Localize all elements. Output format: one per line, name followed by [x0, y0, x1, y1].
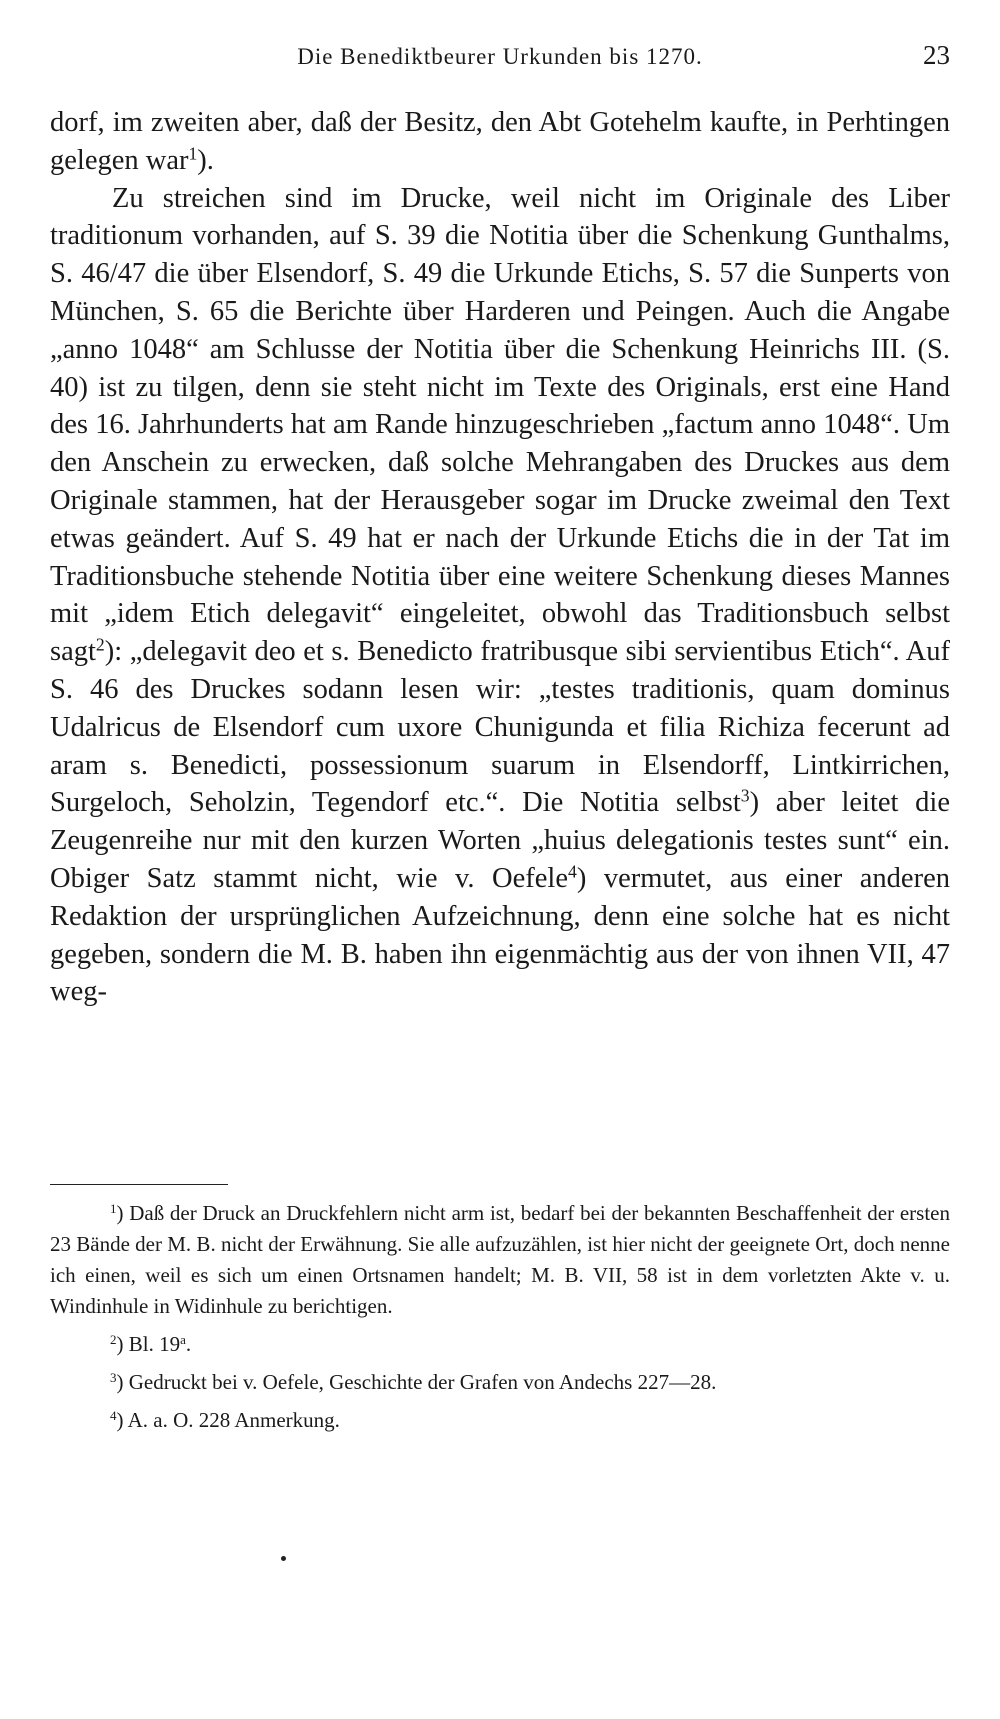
- footnote-marker: 4: [110, 1407, 117, 1423]
- paragraph-continued: [50, 104, 950, 180]
- running-title: Die Benediktbeurer Urkunden bis 1270.: [297, 44, 703, 69]
- page-number: 23: [923, 40, 950, 70]
- paragraph-text: Zu streichen sind im Drucke, weil nicht im Originale des Liber traditionum vorhanden, auf S. 39 die Notitia über die Schenkung Gunthalms, S. 46/47 die über Elsendorf, S. 49 die Urkunde Etichs, S. 57 die Sunperts von München, S. 65 die Berichte über Harderen und Peingen. Auch die Angabe „anno 1048“ am Schlusse der Notitia über die Schenkung Heinrichs III. (S. 40) ist zu tilgen, denn sie steht nicht im Texte des Originals, erst eine Hand des 16. Jahrhunderts hat am Rande hinzugeschrieben „factum anno 1048“. Um den Anschein zu erwecken, daß solche Mehrangaben des Druckes aus dem Originale stammen, hat der Herausgeber sogar im Drucke zweimal den Text etwas geändert. Auf S. 49 hat er nach der Urkunde Etichs die in der Tat im Traditionsbuche stehende Notitia über eine weitere Schenkung dieses Mannes mit „idem Etich delegavit“ eingeleitet, obwohl das Traditionsbuch selbst sagt: [50, 182, 950, 668]
- footnote-text: ) A. a. O. 228 Anmerkung.: [116, 1408, 340, 1432]
- footnote-marker: 3: [110, 1369, 117, 1385]
- ink-dot: [281, 1556, 286, 1561]
- paragraph-text: dorf, im zweiten aber, daß der Besitz, den Abt Gotehelm kaufte, in Perhtingen gelegen war: [50, 107, 950, 176]
- footnote-ref-2: 2: [95, 634, 105, 655]
- footnote-1: [50, 1198, 950, 1322]
- footnote-ref-1: 1: [188, 143, 198, 164]
- paragraph-text: ) aber leitet die Zeugenreihe nur mit den kurzen Worten „huius delegationis testes sunt“ ein. Obiger Satz stammt nicht, wie v. Oefele: [50, 787, 950, 894]
- footnote-marker: 2: [110, 1331, 117, 1347]
- paragraph: [50, 180, 950, 1012]
- paragraph-text: ).: [197, 144, 214, 176]
- footnote-text: ) Daß der Druck an Druckfehlern nicht arm ist, bedarf bei der bekannten Beschaffenheit der ersten 23 Bände der M. B. nicht der Erwähnung. Sie alle aufzuzählen, ist hier nicht der geeignete Ort, doch nenne ich einen, weil es sich um einen Ortsnamen handelt; M. B. VII, 58 ist in dem vorletzten Akte v. u. Windinhule in Widinhule zu berichtigen.: [50, 1201, 950, 1318]
- footnote-text: .: [185, 1332, 192, 1356]
- paragraph-text: ) vermutet, aus einer anderen Redaktion der ursprünglichen Aufzeichnung, denn eine solche hat es nicht gegeben, sondern die M. B. haben ihn eigenmächtig aus der von ihnen VII, 47 weg-: [50, 862, 950, 1008]
- footnote-divider: [50, 1184, 228, 1185]
- footnotes: [50, 1198, 950, 1443]
- footnote-3: [50, 1367, 950, 1398]
- footnote-text: ) Bl. 19: [116, 1332, 181, 1356]
- main-text: [50, 104, 950, 1011]
- footnote-ref-4: 4: [568, 861, 577, 882]
- paragraph-text: ): „delegavit deo et s. Benedicto fratribusque sibi servientibus Etich“. Auf S. 46 des Druckes sodann lesen wir: „testes traditionis, quam dominus Udalricus de Elsendorf cum uxore Chunigunda et filia Richiza fecerunt ad aram s. Benedicti, possessionum suarum in Elsendorff, Lintkirrichen, Surgeloch, Seholzin, Tegendorf etc.“. Die Notitia selbst: [50, 636, 950, 819]
- footnote-4: [50, 1405, 950, 1436]
- footnote-ref-3: 3: [740, 785, 750, 806]
- folio-suffix: a: [180, 1331, 186, 1347]
- running-head: [50, 38, 950, 74]
- footnote-marker: 1: [110, 1200, 117, 1216]
- footnote-2: [50, 1329, 950, 1360]
- footnote-text: ) Gedruckt bei v. Oefele, Geschichte der Grafen von Andechs 227—28.: [116, 1370, 717, 1394]
